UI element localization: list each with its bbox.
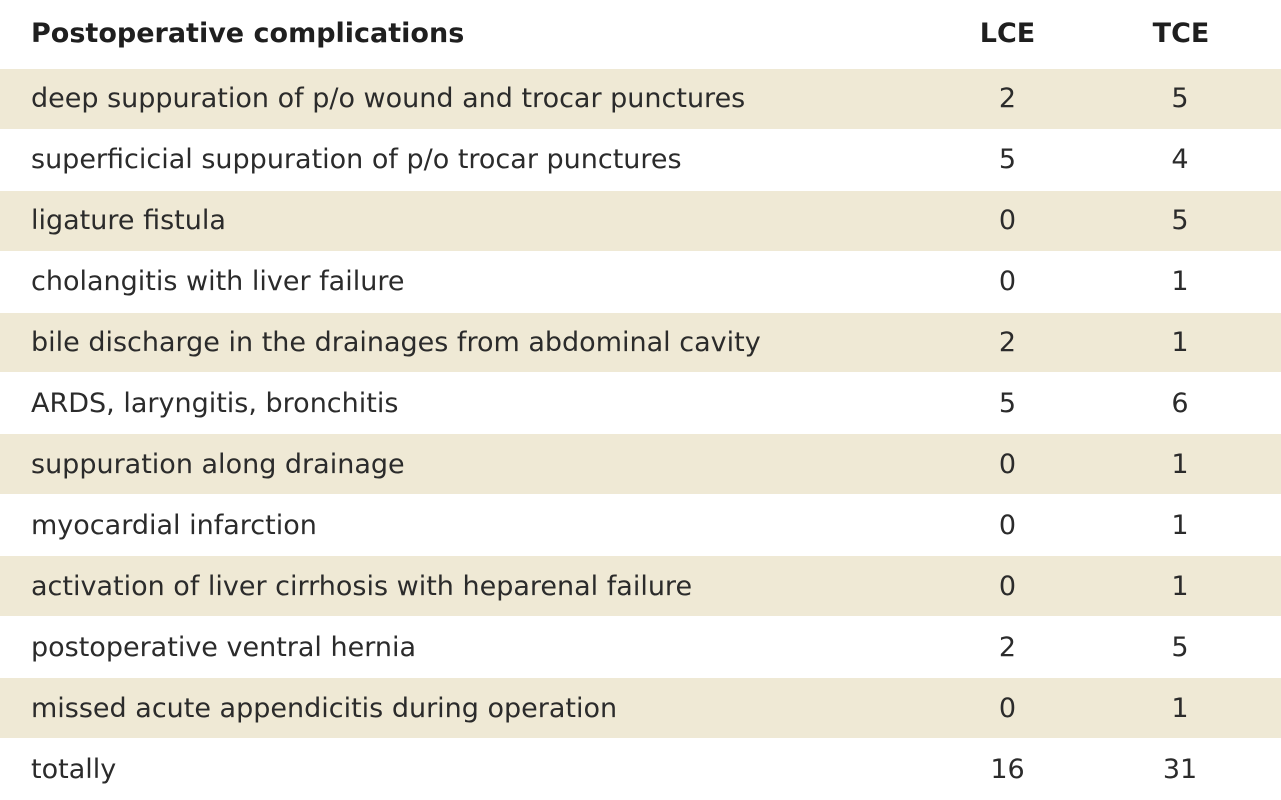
row-lce-value: 2 (998, 631, 1017, 663)
total-tce-value: 31 (1162, 753, 1198, 785)
row-label: superficicial suppuration of p/o trocar punctures (31, 144, 682, 176)
table-row (0, 556, 1281, 617)
row-label: activation of liver cirrhosis with heparenal failure (31, 570, 693, 602)
header-complications: Postoperative complications (31, 18, 465, 50)
row-tce-value: 1 (1171, 509, 1189, 541)
table-row (0, 617, 1281, 678)
row-label: ARDS, laryngitis, bronchitis (31, 387, 399, 419)
header-tce: TCE (1152, 18, 1210, 50)
table-header-row (0, 0, 1281, 69)
table-total-row (0, 739, 1281, 800)
header-lce: LCE (979, 18, 1036, 50)
table-row (0, 434, 1281, 495)
table-row (0, 252, 1281, 313)
row-tce-value: 5 (1171, 205, 1189, 237)
table-row (0, 313, 1281, 374)
row-label: missed acute appendicitis during operation (31, 692, 618, 724)
row-lce-value: 2 (998, 83, 1017, 115)
row-label: postoperative ventral hernia (31, 631, 417, 663)
row-lce-value: 0 (998, 205, 1017, 237)
row-label: bile discharge in the drainages from abdominal cavity (31, 327, 761, 359)
table-row (0, 678, 1281, 739)
row-tce-value: 1 (1171, 692, 1189, 724)
row-tce-value: 1 (1171, 570, 1189, 602)
total-label: totally (31, 753, 117, 785)
row-tce-value: 5 (1171, 631, 1189, 663)
row-lce-value: 0 (998, 692, 1017, 724)
row-lce-value: 2 (998, 327, 1017, 359)
row-lce-value: 5 (998, 387, 1017, 419)
row-label: suppuration along drainage (31, 448, 405, 480)
table-row (0, 373, 1281, 434)
row-tce-value: 1 (1171, 448, 1189, 480)
table-row (0, 495, 1281, 556)
row-lce-value: 0 (998, 570, 1017, 602)
row-label: ligature fistula (31, 205, 226, 237)
row-lce-value: 0 (998, 448, 1017, 480)
row-tce-value: 1 (1171, 327, 1189, 359)
row-label: myocardial infarction (31, 509, 317, 541)
table-row (0, 69, 1281, 130)
row-label: deep suppuration of p/o wound and trocar punctures (31, 83, 746, 115)
table-row (0, 191, 1281, 252)
row-lce-value: 0 (998, 509, 1017, 541)
table-row (0, 130, 1281, 191)
row-lce-value: 5 (998, 144, 1017, 176)
row-tce-value: 4 (1171, 144, 1189, 176)
row-label: cholangitis with liver failure (31, 266, 405, 298)
row-tce-value: 6 (1171, 387, 1189, 419)
row-tce-value: 1 (1171, 266, 1189, 298)
total-lce-value: 16 (990, 753, 1025, 785)
row-tce-value: 5 (1171, 83, 1189, 115)
row-lce-value: 0 (998, 266, 1017, 298)
